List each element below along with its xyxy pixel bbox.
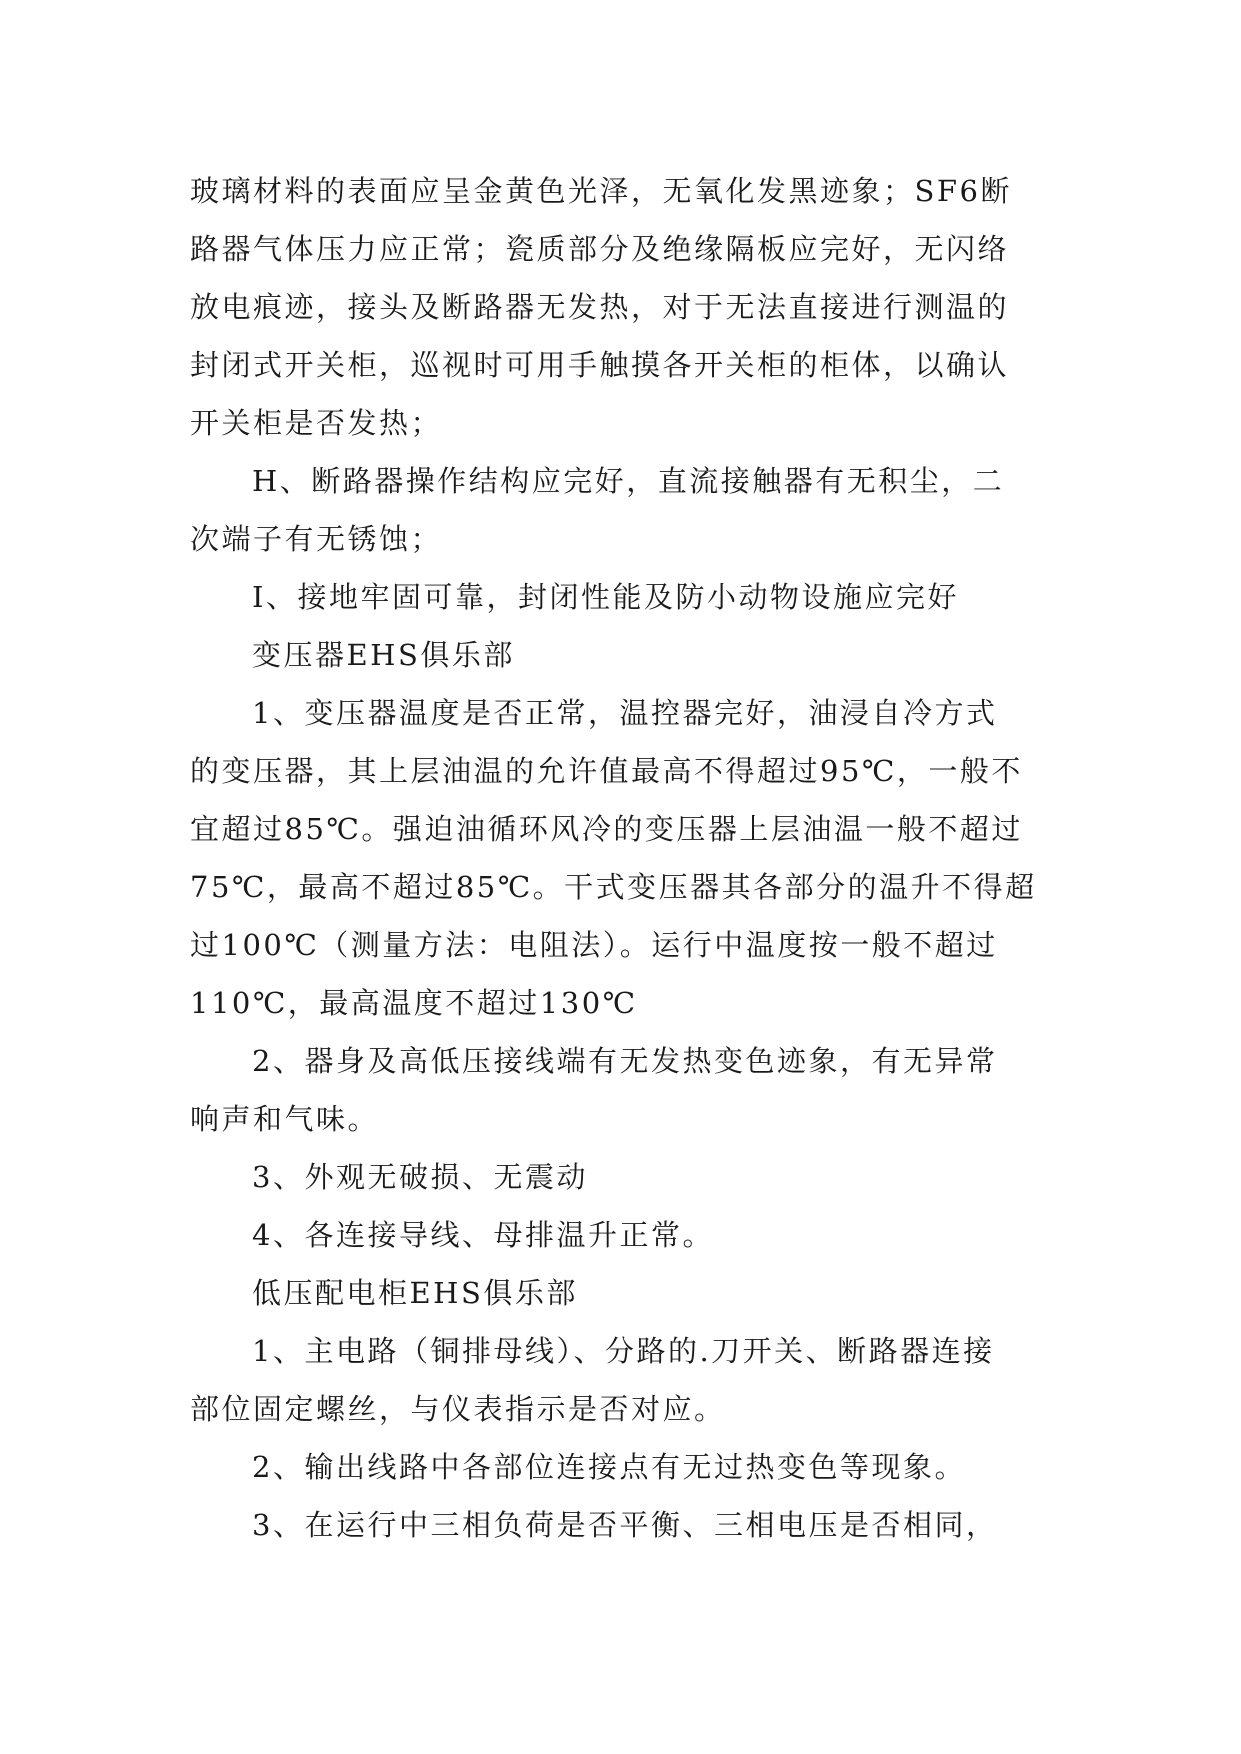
text-line: 变压器EHS俱乐部 [252, 638, 515, 672]
text-line: 部位固定螺丝，与仪表指示是否对应。 [190, 1392, 726, 1426]
text-line: I、接地牢固可靠，封闭性能及防小动物设施应完好 [252, 580, 959, 614]
text-line: 玻璃材料的表面应呈金黄色光泽，无氧化发黑迹象；SF6断 [190, 174, 1012, 208]
text-line: H、断路器操作结构应完好，直流接触器有无积尘，二 [252, 464, 1005, 498]
text-line: 次端子有无锈蚀； [190, 522, 443, 556]
text-line: 2、器身及高低压接线端有无发热变色迹象，有无异常 [252, 1044, 998, 1078]
text-line: 宜超过85℃。强迫油循环风冷的变压器上层油温一般不超过 [190, 812, 1023, 846]
text-line: 低压配电柜EHS俱乐部 [252, 1276, 578, 1310]
text-line: 3、外观无破损、无震动 [252, 1160, 588, 1194]
text-line: 封闭式开关柜，巡视时可用手触摸各开关柜的柜体，以确认 [190, 348, 1010, 382]
text-line: 放电痕迹，接头及断路器无发热，对于无法直接进行测温的 [190, 290, 1010, 324]
text-line: 开关柜是否发热； [190, 406, 443, 440]
document-body [190, 162, 1050, 1554]
text-line: 2、输出线路中各部位连接点有无过热变色等现象。 [252, 1450, 966, 1484]
text-line: 1、主电路（铜排母线）、分路的.刀开关、断路器连接 [252, 1334, 995, 1368]
text-line: 75℃，最高不超过85℃。干式变压器其各部分的温升不得超 [190, 870, 1037, 904]
text-line: 响声和气味。 [190, 1102, 380, 1136]
text-line: 过100℃（测量方法：电阻法）。运行中温度按一般不超过 [190, 928, 998, 962]
text-line: 4、各连接导线、母排温升正常。 [252, 1218, 714, 1252]
text-line: 路器气体压力应正常；瓷质部分及绝缘隔板应完好，无闪络 [190, 232, 1010, 266]
text-line: 3、在运行中三相负荷是否平衡、三相电压是否相同， [252, 1508, 998, 1542]
text-line: 1、变压器温度是否正常，温控器完好，油浸自冷方式 [252, 696, 998, 730]
text-line: 的变压器，其上层油温的允许值最高不得超过95℃，一般不 [190, 754, 1023, 788]
text-line: 110℃，最高温度不超过130℃ [190, 986, 638, 1020]
